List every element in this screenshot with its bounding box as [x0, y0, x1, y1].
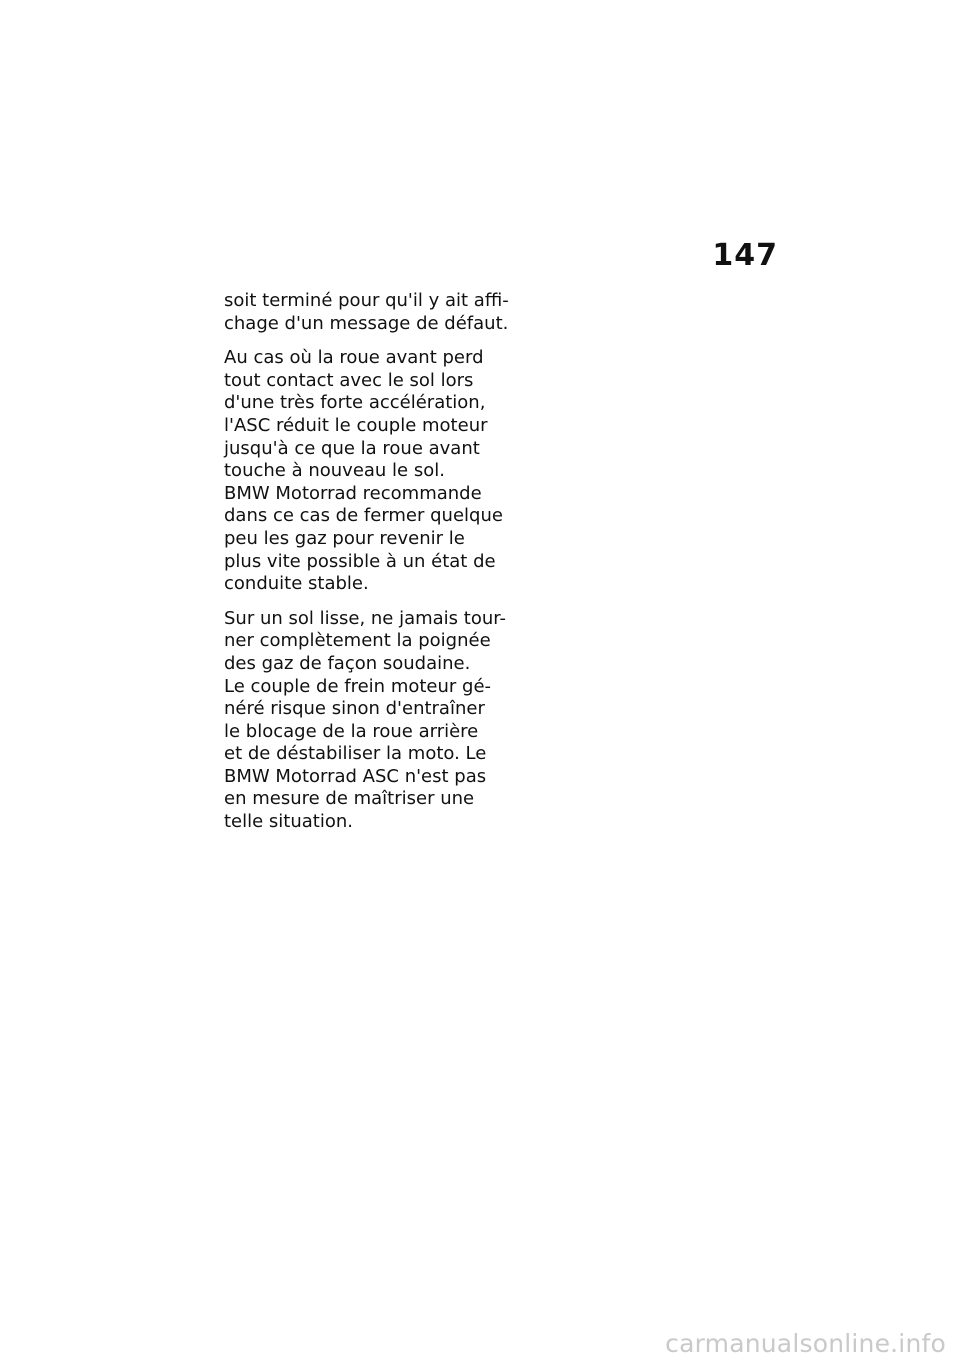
text-line: BMW Motorrad recommande: [224, 482, 482, 504]
text-line: BMW Motorrad ASC n'est pas: [224, 765, 487, 787]
text-line: telle situation.: [224, 811, 354, 833]
text-line: ner complètement la poignée: [224, 630, 491, 652]
text-line: Au cas où la roue avant perd: [224, 347, 484, 369]
paragraph-4: [224, 608, 514, 834]
text-line: chage d'un message de défaut.: [224, 312, 509, 334]
text-line: dans ce cas de fermer quelque: [224, 505, 503, 527]
text-line: jusqu'à ce que la roue avant: [224, 437, 480, 459]
text-line: néré risque sinon d'entraîner: [224, 698, 485, 720]
paragraph-1: [224, 290, 514, 335]
text-line: Sur un sol lisse, ne jamais tour-: [224, 607, 507, 629]
body-text-column: [224, 290, 514, 846]
text-line: peu les gaz pour revenir le: [224, 527, 465, 549]
paragraph-2: [224, 347, 514, 483]
text-line: conduite stable.: [224, 573, 369, 595]
text-line: tout contact avec le sol lors: [224, 369, 474, 391]
text-line: plus vite possible à un état de: [224, 550, 496, 572]
text-line: des gaz de façon soudaine.: [224, 652, 471, 674]
paragraph-3: [224, 483, 514, 596]
text-line: d'une très forte accélération,: [224, 392, 486, 414]
text-line: en mesure de maîtriser une: [224, 788, 475, 810]
text-line: l'ASC réduit le couple moteur: [224, 414, 488, 436]
text-line: le blocage de la roue arrière: [224, 720, 479, 742]
text-line: touche à nouveau le sol.: [224, 460, 445, 482]
text-line: et de déstabiliser la moto. Le: [224, 743, 487, 765]
watermark-text: carmanualsonline.info: [665, 1329, 946, 1358]
text-line: soit terminé pour qu'il y ait affi-: [224, 290, 509, 311]
page-number: 147: [712, 238, 778, 273]
text-line: Le couple de frein moteur gé-: [224, 675, 492, 697]
